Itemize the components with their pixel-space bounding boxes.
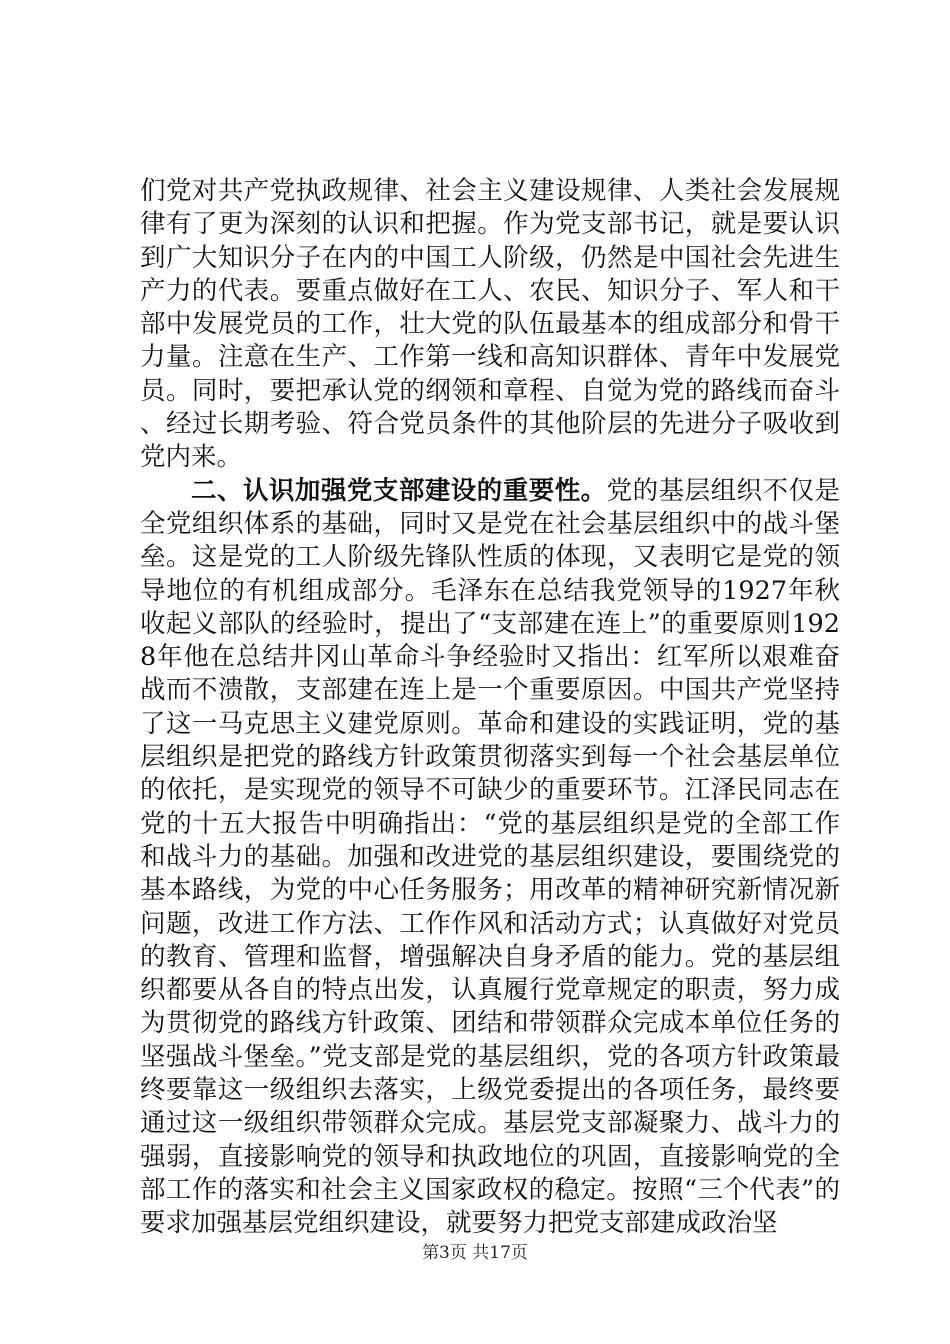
section-body: 党的基层组织不仅是全党组织体系的基础，同时又是党在社会基层组织中的战斗堡垒。这是党的工人阶级先锋队性质的体现，又表明它是党的领导地位的有机组成部分。毛泽东在总结我党领导的1927年秋收起义部队的经验时，提出了“支部建在连上”的重要原则1928年他在总结井冈山革命斗争经验时又指出：红军所以艰难奋战而不溃散，支部建在连上是一个重要原因。中国共产党坚持了这一马克思主义建党原则。革命和建设的实践证明，党的基层组织是把党的路线方针政策贯彻落实到每一个社会基层单位的依托，是实现党的领导不可缺少的重要环节。江泽民同志在党的十五大报告中明确指出：“党的基层组织是党的全部工作和战斗力的基础。加强和改进党的基层组织建设，要围绕党的基本路线，为党的中心任务服务；用改革的精神研究新情况新问题，改进工作方法、工作作风和活动方式；认真做好对党员的教育、管理和监督，增强解决自身矛盾的能力。党的基层组织都要从各自的特点出发，认真履行党章规定的职责，努力成为贯彻党的路线方针政策、团结和带领群众完成本单位任务的坚强战斗堡垒。”党支部是党的基层组织，党的各项方针政策最终要靠这一级组织去落实，上级党委提出的各项任务，最终要通过这一级组织带领群众完成。基层党支部凝聚力、战斗力的强弱，直接影响党的领导和执政地位的巩固，直接影响党的全部工作的落实和社会主义国家政权的稳定。按照“三个代表”的要求加强基层党组织建设，就要努力把党支部建成政治坚 [140,475,840,1239]
section-heading: 二、认识加强党支部建设的重要性。 [191,475,607,506]
document-body [140,175,840,1241]
paragraph-section-two [140,475,840,1241]
paragraph-continuation: 们党对共产党执政规律、社会主义建设规律、人类社会发展规律有了更为深刻的认识和把握。作为党支部书记，就是要认识到广大知识分子在内的中国工人阶级，仍然是中国社会先进生产力的代表。要重点做好在工人、农民、知识分子、军人和干部中发展党员的工作，壮大党的队伍最基本的组成部分和骨干力量。注意在生产、工作第一线和高知识群体、青年中发展党员。同时，要把承认党的纲领和章程、自觉为党的路线而奋斗、经过长期考验、符合党员条件的其他阶层的先进分子吸收到党内来。 [140,176,840,473]
page-footer: 第3页 共17页 [422,1243,528,1263]
